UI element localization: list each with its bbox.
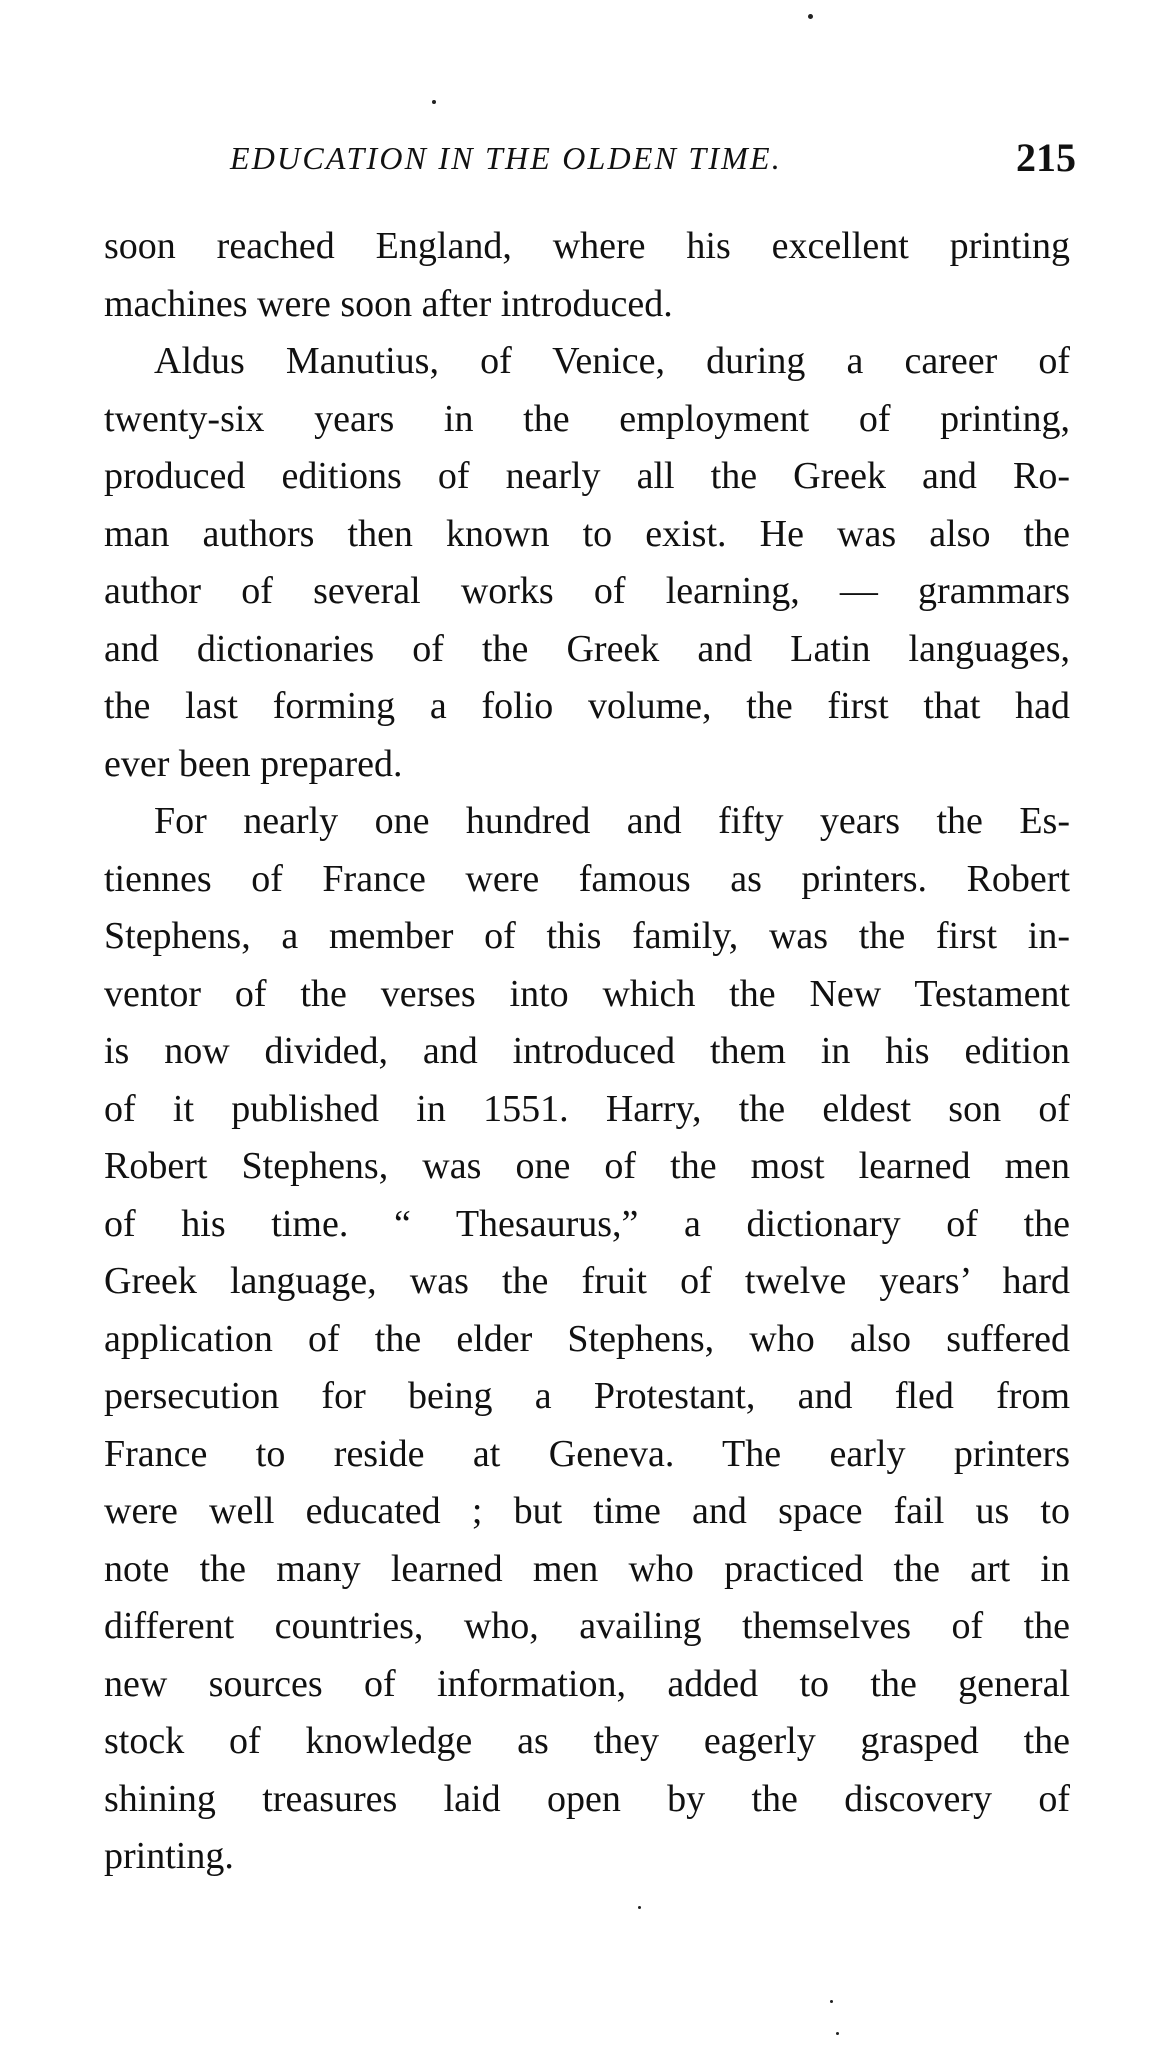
text-line: For nearly one hundred and fifty years the Es- bbox=[154, 800, 1070, 842]
scan-speck bbox=[808, 14, 813, 19]
text-line: Aldus Manutius, of Venice, during a career of bbox=[154, 340, 1070, 382]
running-title: EDUCATION IN THE OLDEN TIME. bbox=[230, 140, 782, 176]
text-line: of it published in 1551. Harry, the eldest son of bbox=[104, 1087, 1070, 1130]
text-line: ventor of the verses into which the New Testament bbox=[104, 972, 1070, 1015]
text-line: Robert Stephens, was one of the most learned men bbox=[104, 1145, 1070, 1187]
text-line: printing. bbox=[104, 1835, 234, 1877]
text-line: were well educated ; but time and space fail us to bbox=[104, 1490, 1070, 1532]
text-line: new sources of information, added to the general bbox=[104, 1662, 1070, 1705]
text-line: note the many learned men who practiced the art in bbox=[104, 1547, 1070, 1590]
body-text bbox=[104, 218, 1070, 1886]
text-line: tiennes of France were famous as printers. Robert bbox=[104, 857, 1070, 900]
text-line: soon reached England, where his excellent printing bbox=[104, 225, 1070, 267]
scan-speck bbox=[830, 2000, 833, 2003]
text-line: the last forming a folio volume, the first that had bbox=[104, 685, 1070, 727]
text-line: of his time. “ Thesaurus,” a dictionary of the bbox=[104, 1202, 1070, 1245]
text-line: shining treasures laid open by the discovery of bbox=[104, 1777, 1070, 1820]
scan-speck bbox=[432, 100, 436, 104]
text-line: and dictionaries of the Greek and Latin languages, bbox=[104, 627, 1070, 670]
text-line: Stephens, a member of this family, was the first in- bbox=[104, 915, 1070, 957]
text-line: ever been prepared. bbox=[104, 742, 403, 785]
text-line: man authors then known to exist. He was also the bbox=[104, 512, 1070, 555]
text-line: France to reside at Geneva. The early printers bbox=[104, 1432, 1070, 1475]
text-line: persecution for being a Protestant, and fled from bbox=[104, 1375, 1070, 1417]
scan-speck bbox=[638, 1906, 641, 1909]
text-line: application of the elder Stephens, who also suffered bbox=[104, 1317, 1070, 1360]
text-line: is now divided, and introduced them in his edition bbox=[104, 1030, 1070, 1072]
paragraph bbox=[104, 793, 1070, 1886]
text-line: different countries, who, availing themselves of the bbox=[104, 1605, 1070, 1647]
text-line: Greek language, was the fruit of twelve years’ hard bbox=[104, 1260, 1070, 1302]
text-line: machines were soon after introduced. bbox=[104, 282, 673, 325]
paragraph bbox=[104, 218, 1070, 333]
text-line: twenty-six years in the employment of printing, bbox=[104, 397, 1070, 440]
text-line: author of several works of learning, — grammars bbox=[104, 570, 1070, 612]
paragraph bbox=[104, 333, 1070, 793]
text-line: produced editions of nearly all the Greek and Ro- bbox=[104, 455, 1070, 497]
text-line: stock of knowledge as they eagerly grasped the bbox=[104, 1720, 1070, 1762]
scan-speck bbox=[836, 2032, 839, 2035]
running-header bbox=[220, 134, 1076, 184]
page-number: 215 bbox=[1016, 135, 1076, 180]
